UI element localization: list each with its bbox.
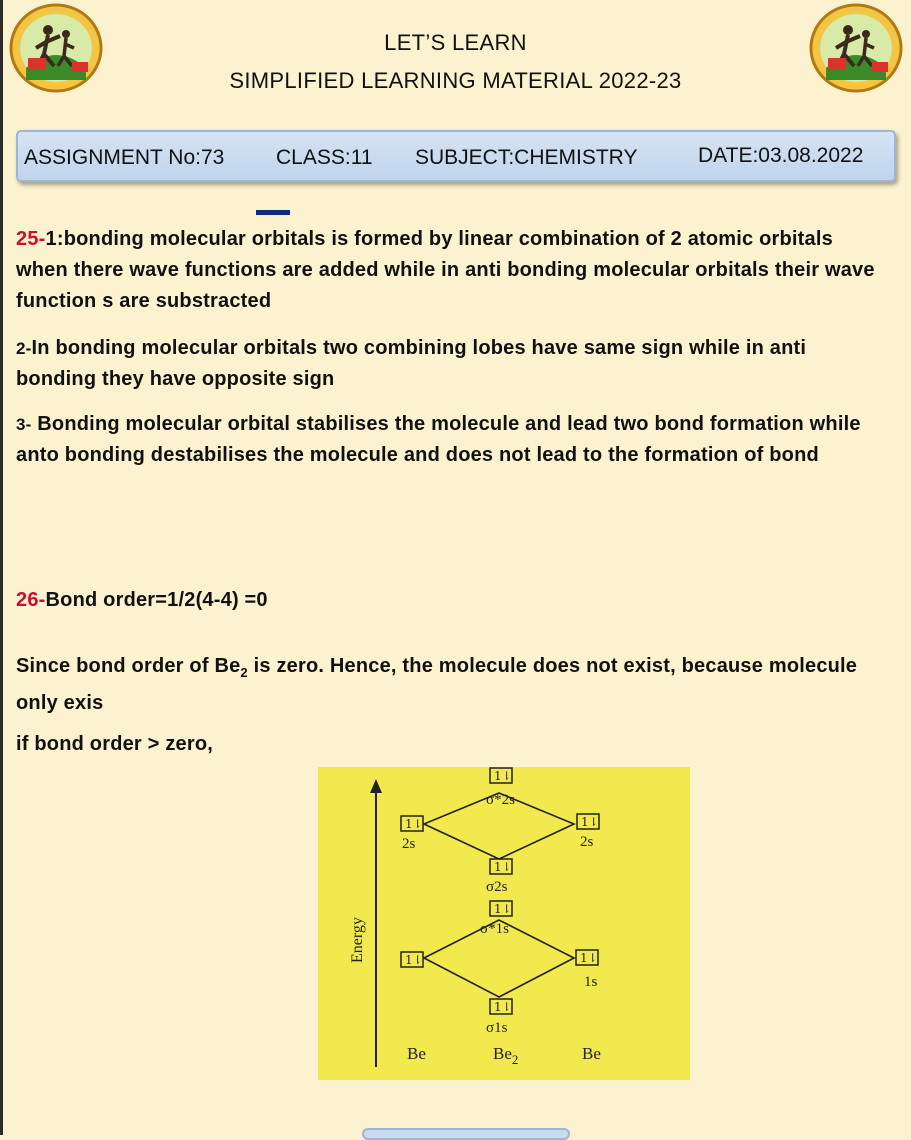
sigma-1s-label: σ1s [486,1020,508,1036]
electron-pair-text: 1⇂ [494,902,512,916]
electron-pair-text: 1⇂ [405,817,423,831]
question-number-26: 26- [16,589,46,611]
answer-25-point-1 [16,224,886,317]
point-1-text: bonding molecular orbitals is formed by linear combination of 2 atomic orbitals when there wave functions are added while in anti bonding molecular orbitals their wave function s are substracted [16,228,875,312]
explanation-text-a: Since bond order of Be [16,655,241,677]
sigma-star-1s-label: σ*1s [480,921,509,937]
be-left-label: Be [407,1044,426,1063]
sigma-2s-label: σ2s [486,879,508,895]
orbital-left-1s [401,952,423,967]
explanation-text-b: is zero. Hence, the molecule does not exist, because molecule only exis [16,655,858,714]
assignment-date: DATE:03.08.2022 [698,144,864,167]
answer-26-condition: if bond order > zero, [16,733,213,755]
point-2-text: In bonding molecular orbitals two combining lobes have same sign while in anti bonding they have opposite sign [16,337,807,390]
point-3-text: Bonding molecular orbital stabilises the molecule and lead two bond formation while anto bonding destabilises the molecule and does not lead to the formation of bond [16,413,861,466]
assignment-number: ASSIGNMENT No:73 [24,146,225,169]
bond-order-formula: Bond order=1/2(4-4) =0 [45,589,268,611]
electron-pair-text: 1⇂ [494,860,512,874]
energy-label: Energy [349,917,366,963]
point-3-label: 3- [16,415,32,434]
left-2s-label: 2s [402,836,416,852]
assignment-class: CLASS:11 [276,146,373,169]
right-1s-label: 1s [584,974,598,990]
electron-pair-text: 1⇂ [581,815,599,829]
answer-26-explanation [16,651,886,719]
mo-energy-diagram [318,767,690,1080]
be-right-label: Be [582,1044,601,1063]
assignment-subject: SUBJECT:CHEMISTRY [415,146,638,169]
assignment-info-bar [16,130,896,182]
right-2s-label: 2s [580,834,594,850]
electron-pair-text: 1⇂ [494,1000,512,1014]
question-number-25: 25- [16,228,46,250]
sigma-star-2s-label: σ*2s [486,792,515,808]
decorative-dash [256,210,290,215]
be2-subscript: 2 [511,1052,519,1067]
electron-pair-text: 1⇂ [405,953,423,967]
answer-26-bond-order [16,585,886,616]
answer-25-point-3 [16,409,886,471]
header-subtitle: SIMPLIFIED LEARNING MATERIAL 2022-23 [229,68,682,93]
electron-pair-text: 1⇂ [494,769,512,783]
explanation-subscript: 2 [240,665,248,680]
bottom-banner-edge [362,1128,570,1140]
answer-25-point-2 [16,333,886,395]
header-title: LET’S LEARN [384,30,527,55]
point-1-label: 1: [45,228,64,250]
electron-pair-text: 1⇂ [580,951,598,965]
point-2-label: 2- [16,339,32,358]
be2-symbol: Be [493,1044,512,1063]
page-left-border [0,0,3,1135]
